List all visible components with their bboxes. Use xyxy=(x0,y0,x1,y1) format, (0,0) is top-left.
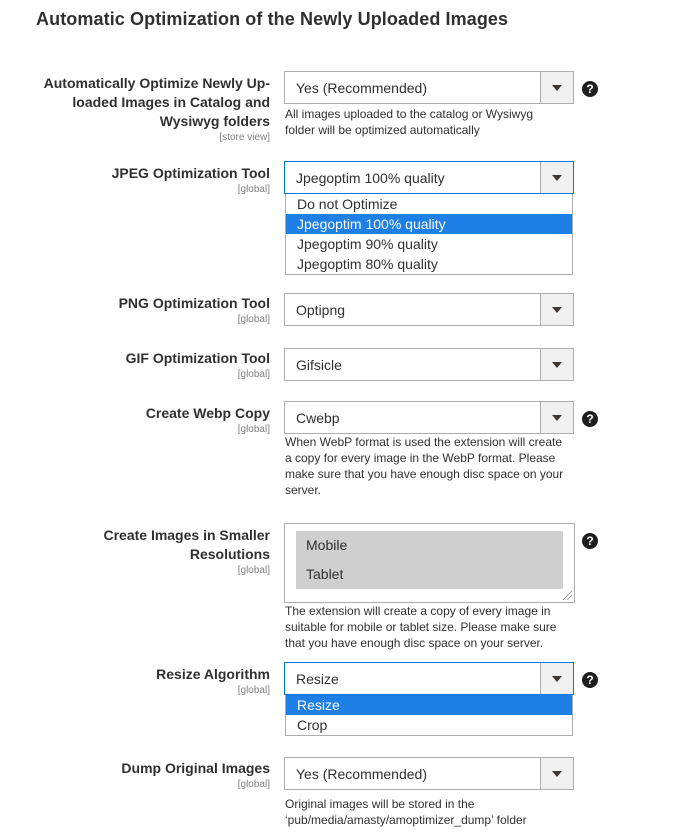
chevron-down-icon xyxy=(552,307,562,313)
resize-algorithm-value: Resize xyxy=(296,671,339,687)
resize-algorithm-label xyxy=(20,665,270,696)
dump-note-line-2: ‘pub/media/amasty/amoptimizer_dump’ folder xyxy=(285,813,527,827)
png-tool-value: Optipng xyxy=(296,302,346,318)
resize-algorithm-dropdown-button[interactable] xyxy=(540,663,573,694)
png-tool-label-text: PNG Optimization Tool xyxy=(118,295,270,311)
png-tool-scope: [global] xyxy=(237,314,270,325)
auto-optimize-label xyxy=(20,74,270,143)
smaller-resolutions-multiselect[interactable] xyxy=(284,523,575,603)
auto-optimize-label-line-2: loaded Images in Catalog and xyxy=(72,94,270,110)
dump-original-value: Yes (Recommended) xyxy=(296,766,427,782)
jpeg-tool-dropdown-button[interactable] xyxy=(540,162,573,193)
multiselect-option-tablet-label: Tablet xyxy=(306,566,344,582)
dump-original-label-text: Dump Original Images xyxy=(121,760,270,776)
chevron-down-icon xyxy=(552,175,562,181)
resize-grip-icon[interactable] xyxy=(563,591,572,600)
resize-algorithm-options xyxy=(285,695,573,736)
section-title: Automatic Optimization of the Newly Uploaded Images xyxy=(36,9,509,29)
dump-original-scope: [global] xyxy=(237,779,270,790)
multiselect-option-mobile[interactable] xyxy=(296,531,563,560)
smaller-resolutions-scope: [global] xyxy=(237,565,270,576)
chevron-down-icon xyxy=(552,85,562,91)
auto-optimize-scope: [store view] xyxy=(219,132,270,143)
resize-algorithm-select[interactable] xyxy=(284,662,574,695)
auto-optimize-note-line-2: folder will be optimized automatically xyxy=(285,123,480,137)
help-icon[interactable]: ? xyxy=(582,672,598,688)
jpeg-tool-label xyxy=(20,164,270,195)
smaller-resolutions-label-line-1: Create Images in Smaller xyxy=(103,527,270,543)
gif-tool-dropdown-button[interactable] xyxy=(540,349,573,380)
webp-copy-note xyxy=(285,434,580,498)
gif-tool-scope: [global] xyxy=(237,369,270,380)
auto-optimize-select[interactable] xyxy=(284,71,574,104)
gif-tool-value: Gifsicle xyxy=(296,357,342,373)
webp-copy-label xyxy=(20,404,270,435)
auto-optimize-note-line-1: All images uploaded to the catalog or Wysiwyg xyxy=(285,107,534,121)
dump-original-note xyxy=(285,796,580,828)
help-icon[interactable]: ? xyxy=(582,411,598,427)
webp-copy-select[interactable] xyxy=(284,401,574,434)
smaller-note-line-1: The extension will create a copy of every image in xyxy=(285,604,551,618)
dump-original-select[interactable] xyxy=(284,757,574,790)
auto-optimize-value: Yes (Recommended) xyxy=(296,80,427,96)
dump-original-dropdown-button[interactable] xyxy=(540,758,573,789)
gif-tool-label-text: GIF Optimization Tool xyxy=(125,350,270,366)
smaller-resolutions-label-line-2: Resolutions xyxy=(189,546,270,562)
jpeg-option-90[interactable]: Jpegoptim 90% quality xyxy=(297,236,438,252)
jpeg-tool-value: Jpegoptim 100% quality xyxy=(296,170,445,186)
png-tool-select[interactable] xyxy=(284,293,574,326)
smaller-resolutions-note xyxy=(285,603,580,651)
dump-original-label xyxy=(20,759,270,790)
gif-tool-label xyxy=(20,349,270,380)
webp-copy-value: Cwebp xyxy=(296,410,340,426)
smaller-note-line-3: that you have enough disc space on your server. xyxy=(285,636,544,650)
resize-option-crop[interactable]: Crop xyxy=(297,717,328,733)
jpeg-tool-select[interactable] xyxy=(284,161,574,194)
chevron-down-icon xyxy=(552,771,562,777)
chevron-down-icon xyxy=(552,676,562,682)
webp-copy-label-text: Create Webp Copy xyxy=(145,405,270,421)
resize-option-resize[interactable]: Resize xyxy=(286,695,572,715)
smaller-resolutions-label xyxy=(20,526,270,576)
help-icon[interactable]: ? xyxy=(582,533,598,549)
resize-algorithm-label-text: Resize Algorithm xyxy=(156,666,270,682)
auto-optimize-dropdown-button[interactable] xyxy=(540,72,573,103)
png-tool-dropdown-button[interactable] xyxy=(540,294,573,325)
jpeg-option-80[interactable]: Jpegoptim 80% quality xyxy=(297,256,438,272)
chevron-down-icon xyxy=(552,362,562,368)
dump-note-line-1: Original images will be stored in the xyxy=(285,797,475,811)
jpeg-tool-label-text: JPEG Optimization Tool xyxy=(111,165,270,181)
multiselect-option-mobile-label: Mobile xyxy=(306,537,348,553)
auto-optimize-label-line-1: Automatically Optimize Newly Up- xyxy=(43,75,270,91)
webp-copy-scope: [global] xyxy=(237,424,270,435)
chevron-down-icon xyxy=(552,415,562,421)
webp-note-line-2: a copy for every image in the WebP format. Please xyxy=(285,451,556,465)
jpeg-option-do-not-optimize[interactable]: Do not Optimize xyxy=(297,196,398,212)
multiselect-option-tablet[interactable] xyxy=(296,560,563,589)
jpeg-tool-options xyxy=(285,194,573,275)
gif-tool-select[interactable] xyxy=(284,348,574,381)
resize-algorithm-scope: [global] xyxy=(237,685,270,696)
webp-note-line-4: server. xyxy=(285,483,322,497)
auto-optimize-note xyxy=(285,106,580,138)
webp-note-line-3: make sure that you have enough disc space on your xyxy=(285,467,564,481)
jpeg-tool-scope: [global] xyxy=(237,184,270,195)
webp-note-line-1: When WebP format is used the extension will create xyxy=(285,435,563,449)
png-tool-label xyxy=(20,294,270,325)
webp-copy-dropdown-button[interactable] xyxy=(540,402,573,433)
smaller-note-line-2: suitable for mobile or tablet size. Please make sure xyxy=(285,620,557,634)
help-icon[interactable]: ? xyxy=(582,81,598,97)
jpeg-option-100[interactable]: Jpegoptim 100% quality xyxy=(286,214,572,234)
auto-optimize-label-line-3: Wysiwyg folders xyxy=(159,113,270,129)
